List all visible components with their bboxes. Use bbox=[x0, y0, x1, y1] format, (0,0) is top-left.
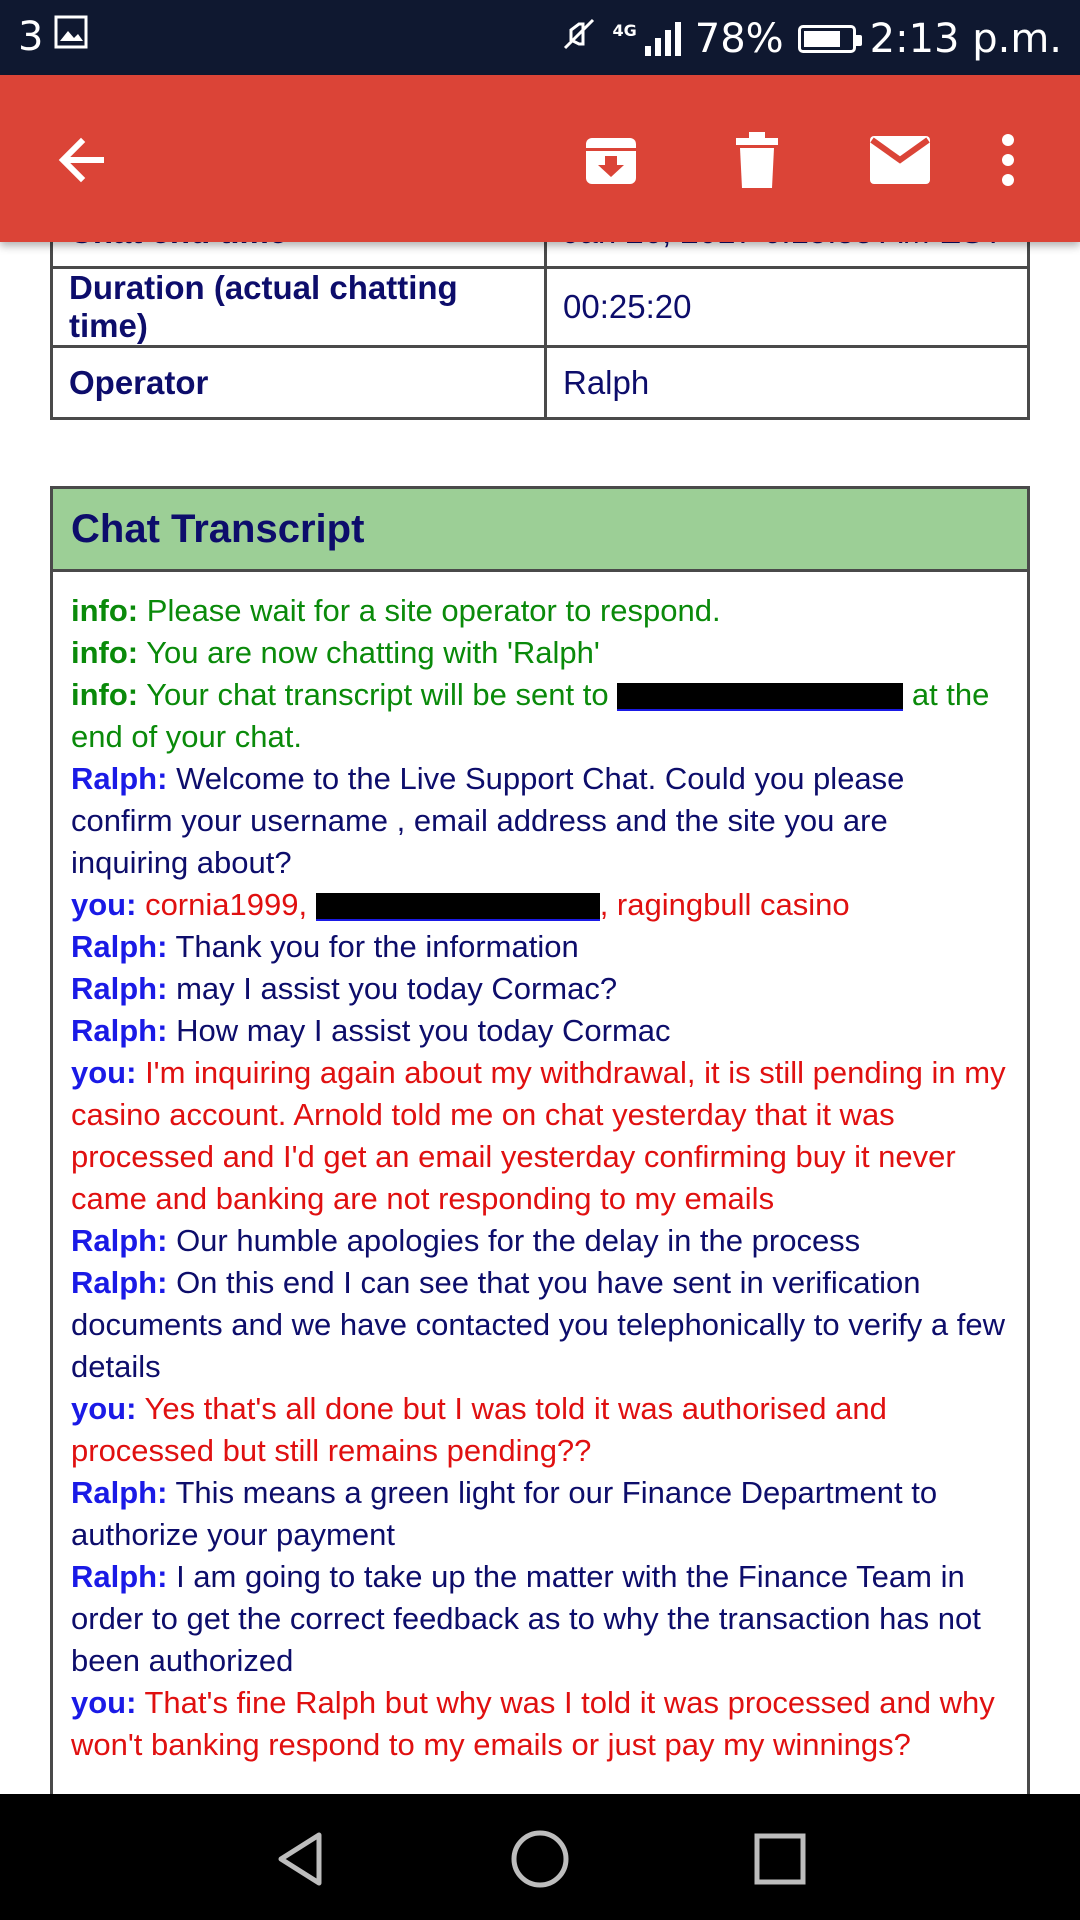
back-triangle-icon[interactable] bbox=[265, 1824, 335, 1894]
list-item bbox=[71, 884, 1011, 926]
archive-icon[interactable] bbox=[576, 125, 646, 195]
message-text: Please wait for a site operator to respond. bbox=[146, 593, 721, 628]
list-item bbox=[71, 926, 1011, 968]
home-circle-icon[interactable] bbox=[505, 1824, 575, 1894]
message-sender: Ralph: bbox=[71, 761, 168, 796]
list-item bbox=[71, 1388, 1011, 1472]
message-sender: you: bbox=[71, 887, 137, 922]
mail-icon[interactable] bbox=[865, 125, 935, 195]
message-sender: Ralph: bbox=[71, 971, 168, 1006]
list-item bbox=[71, 1220, 1011, 1262]
transcript-body bbox=[53, 572, 1027, 1766]
list-item bbox=[71, 1052, 1011, 1220]
message-text: This means a green light for our Finance Department to authorize your payment bbox=[71, 1475, 938, 1552]
network-type: 4G bbox=[612, 20, 637, 40]
message-text: I'm inquiring again about my withdrawal, it is still pending in my casino account. Arnold told me on chat yesterday that it was processed and I'd get an email yesterday confirming buy it never came and banking are not responding to my emails bbox=[71, 1055, 1006, 1216]
message-text: may I assist you today Cormac? bbox=[176, 971, 618, 1006]
battery-percent: 78% bbox=[694, 16, 784, 62]
navigation-bar bbox=[0, 1794, 1080, 1920]
message-sender: Ralph: bbox=[71, 1475, 168, 1510]
message-text: Our humble apologies for the delay in the process bbox=[176, 1223, 861, 1258]
mute-icon bbox=[559, 14, 599, 64]
email-content[interactable] bbox=[0, 242, 1080, 1794]
message-sender: Ralph: bbox=[71, 1559, 168, 1594]
image-notification-icon bbox=[53, 14, 89, 60]
message-text: cornia1999, bbox=[145, 887, 308, 922]
list-item bbox=[71, 1262, 1011, 1388]
redacted-email bbox=[617, 683, 903, 711]
list-item bbox=[71, 590, 1011, 632]
message-sender: you: bbox=[71, 1391, 137, 1426]
message-text: Thank you for the information bbox=[175, 929, 579, 964]
list-item bbox=[71, 632, 1011, 674]
table-row bbox=[52, 268, 1029, 347]
signal-icon bbox=[645, 22, 681, 56]
list-item bbox=[71, 1556, 1011, 1682]
status-bar bbox=[0, 0, 1080, 75]
list-item bbox=[71, 968, 1011, 1010]
list-item bbox=[71, 1472, 1011, 1556]
message-sender: info: bbox=[71, 635, 139, 670]
message-sender: Ralph: bbox=[71, 1013, 168, 1048]
list-item bbox=[71, 1010, 1011, 1052]
message-sender: Ralph: bbox=[71, 1223, 168, 1258]
table-row bbox=[52, 347, 1029, 419]
message-text: That's fine Ralph but why was I told it was processed and why won't banking respond to my emails or just pay my winnings? bbox=[71, 1685, 995, 1762]
more-vert-icon[interactable] bbox=[973, 125, 1043, 195]
message-text: On this end I can see that you have sent in verification documents and we have contacted you telephonically to verify a few details bbox=[71, 1265, 1005, 1384]
list-item bbox=[71, 1682, 1011, 1766]
message-sender: Ralph: bbox=[71, 929, 168, 964]
info-label: Operator bbox=[52, 347, 546, 419]
list-item bbox=[71, 758, 1011, 884]
app-toolbar bbox=[0, 75, 1080, 242]
info-value: Ralph bbox=[546, 347, 1029, 419]
info-value: 00:25:20 bbox=[546, 268, 1029, 347]
back-arrow-icon[interactable] bbox=[46, 125, 116, 195]
list-item bbox=[71, 674, 1011, 758]
message-text: How may I assist you today Cormac bbox=[176, 1013, 671, 1048]
message-sender: info: bbox=[71, 593, 139, 628]
message-text: Your chat transcript will be sent to bbox=[146, 677, 609, 712]
message-text: at the end of your chat. bbox=[71, 677, 990, 754]
message-text: Yes that's all done but I was told it was authorised and processed but still remains pending?? bbox=[71, 1391, 887, 1468]
chat-transcript bbox=[50, 486, 1030, 1886]
info-label: Duration (actual chatting time) bbox=[52, 268, 546, 347]
trash-icon[interactable] bbox=[722, 125, 792, 195]
transcript-title: Chat Transcript bbox=[53, 489, 1027, 572]
message-sender: you: bbox=[71, 1685, 137, 1720]
battery-icon bbox=[798, 25, 856, 53]
message-sender: you: bbox=[71, 1055, 137, 1090]
redacted-email bbox=[316, 893, 600, 921]
message-sender: Ralph: bbox=[71, 1265, 168, 1300]
message-text: You are now chatting with 'Ralph' bbox=[146, 635, 600, 670]
message-text: , ragingbull casino bbox=[599, 887, 850, 922]
notification-count: 3 bbox=[18, 14, 44, 60]
recents-square-icon[interactable] bbox=[745, 1824, 815, 1894]
clock: 2:13 p.m. bbox=[869, 16, 1062, 62]
message-text: Welcome to the Live Support Chat. Could you please confirm your username , email address and the site you are inquiring about? bbox=[71, 761, 905, 880]
message-sender: info: bbox=[71, 677, 139, 712]
message-text: I am going to take up the matter with the Finance Team in order to get the correct feedback as to why the transaction has not been authorized bbox=[71, 1559, 981, 1678]
